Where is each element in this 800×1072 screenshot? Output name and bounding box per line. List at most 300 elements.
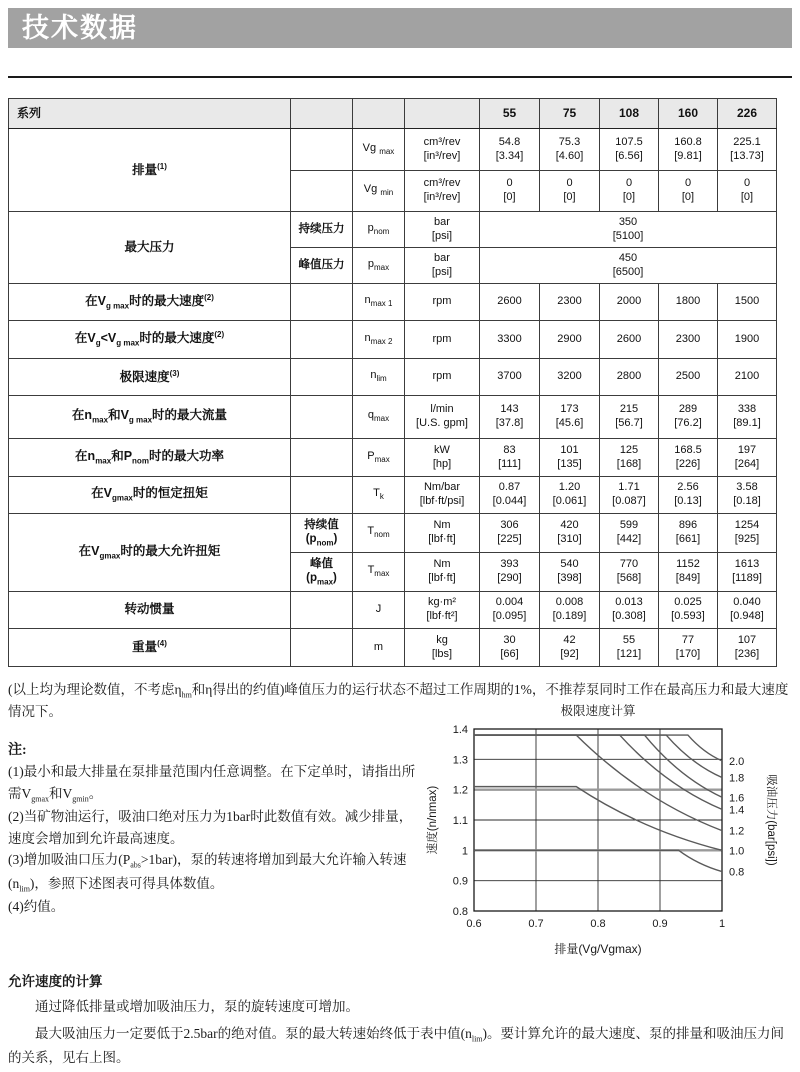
limit-speed-chart — [422, 701, 794, 964]
value-cell — [600, 553, 659, 592]
table-row — [9, 212, 777, 248]
value-cell — [480, 396, 540, 439]
cell-alt-value: [0] — [503, 191, 516, 203]
value-cell — [659, 171, 718, 212]
value-cell — [480, 553, 540, 592]
condition-cell: 峰值压力 — [291, 248, 353, 284]
table-row — [9, 477, 777, 514]
cell-alt-value: [5100] — [612, 229, 644, 242]
cell-main-value: 168.5 — [674, 443, 702, 456]
cell-alt-value: [6.56] — [615, 149, 643, 162]
row-label-cell: 在$V_{g max}$时的最大速度$^{(2)}$ — [9, 284, 291, 321]
cell-alt-value: [psi] — [431, 265, 453, 278]
symbol-cell: $T_k$ — [353, 477, 405, 514]
unit-cell — [405, 248, 480, 284]
cell-main-value: rpm — [432, 332, 452, 345]
y-tick-label: 0.9 — [452, 875, 468, 888]
unit-cell — [405, 629, 480, 667]
cell-alt-value: [290] — [497, 572, 522, 584]
cell-alt-value: [6500] — [612, 265, 644, 278]
value-cell — [718, 439, 777, 477]
cell-alt-value: [lbf·ft] — [428, 533, 456, 545]
condition-cell: 持续压力 — [291, 212, 353, 248]
table-row — [9, 629, 777, 667]
x-tick-label: 0.9 — [652, 918, 668, 930]
cell-main-value: kg — [436, 633, 448, 646]
note-item-4: (4)约值。 — [8, 899, 65, 915]
cell-main-value: 2000 — [616, 295, 642, 308]
right-axis-label-1.8: 1.8 — [729, 772, 745, 785]
value-cell — [659, 439, 718, 477]
notes-heading: 注: — [8, 743, 27, 758]
cell-alt-value: [661] — [675, 533, 701, 545]
cell-alt-value: [236] — [734, 647, 760, 660]
cell-alt-value: [13.73] — [730, 149, 764, 162]
row-label-cell: 排量$^{(1)}$ — [9, 129, 291, 212]
y-tick-label: 1.4 — [452, 724, 468, 736]
series-column-header: 108 — [600, 99, 659, 129]
cell-main-value: 2600 — [497, 295, 522, 308]
table-row — [9, 284, 777, 321]
x-tick-label: 0.7 — [528, 918, 544, 930]
value-cell — [600, 129, 659, 171]
value-cell — [718, 321, 777, 359]
cell-main-value: 1152 — [676, 558, 700, 571]
cell-main-value: 55 — [622, 633, 636, 646]
cell-alt-value: [225] — [497, 533, 522, 545]
value-cell — [540, 359, 600, 396]
y-tick-label: 1.2 — [452, 784, 468, 797]
value-cell — [540, 514, 600, 553]
condition-cell — [291, 129, 353, 171]
cell-main-value: 0 — [684, 177, 692, 190]
chart-title: 极限速度计算 — [560, 704, 636, 718]
condition-cell — [291, 321, 353, 359]
cell-alt-value: [1189] — [732, 572, 762, 584]
cell-main-value: 3.58 — [736, 481, 758, 494]
value-cell — [600, 592, 659, 629]
value-cell — [600, 284, 659, 321]
series-column-header: 226 — [718, 99, 777, 129]
cell-alt-value: [76.2] — [674, 417, 702, 429]
symbol-cell: $T_{max}$ — [353, 553, 405, 592]
cell-main-value: 0.025 — [674, 596, 702, 609]
cell-main-value: 0.040 — [733, 596, 761, 609]
value-cell — [480, 514, 540, 553]
cell-alt-value: [0.095] — [492, 610, 527, 622]
cell-main-value: Nm — [433, 519, 451, 532]
cell-alt-value: [hp] — [432, 457, 452, 470]
row-label-cell: 在$V_{gmax}$时的最大允许扭矩 — [9, 514, 291, 592]
x-tick-label: 0.6 — [466, 918, 482, 930]
table-row — [9, 396, 777, 439]
symbol-cell: $n_{lim}$ — [353, 359, 405, 396]
cell-alt-value: [849] — [675, 572, 701, 584]
cell-alt-value: [0.189] — [552, 610, 587, 622]
cell-alt-value: [170] — [675, 647, 701, 660]
value-cell — [600, 514, 659, 553]
cell-alt-value: [9.81] — [674, 149, 702, 162]
cell-alt-value: [lbf·ft²] — [426, 610, 458, 622]
cell-main-value: l/min — [430, 403, 454, 416]
value-cell — [600, 629, 659, 667]
cell-main-value: 125 — [619, 443, 639, 456]
series-header-cell: 系列 — [9, 99, 291, 129]
value-cell — [659, 592, 718, 629]
condition-cell — [291, 592, 353, 629]
cell-alt-value: [0.18] — [733, 495, 761, 507]
right-axis-label-1.6: 1.6 — [729, 792, 745, 805]
cell-main-value: 1254 — [734, 519, 760, 532]
value-cell — [718, 477, 777, 514]
cell-main-value: 0.87 — [498, 481, 521, 494]
cell-main-value: 770 — [619, 558, 639, 571]
value-cell — [718, 514, 777, 553]
cell-alt-value: [442] — [616, 533, 642, 545]
value-cell — [718, 284, 777, 321]
cell-main-value: 3200 — [557, 370, 582, 383]
unit-cell — [405, 396, 480, 439]
empty-header-symbol-cell — [353, 99, 405, 129]
row-label-cell: 重量$^{(4)}$ — [9, 629, 291, 667]
cell-main-value: 215 — [619, 403, 639, 416]
right-axis-label-1.0: 1.0 — [729, 845, 745, 858]
cell-main-value: 0 — [506, 177, 513, 190]
cell-main-value: 0 — [625, 177, 633, 190]
cell-alt-value: [lbf·ft] — [428, 572, 456, 584]
page-title-banner — [8, 8, 792, 48]
row-label-cell: 在$V_{gmax}$时的恒定扭矩 — [9, 477, 291, 514]
note-item-2: (2)当矿物油运行，吸油口绝对压力为1bar时此数值有效。减少排量，速度会增加到允许最高速度。 — [8, 809, 413, 846]
intro-paragraph: (以上均为理论数值，不考虑$\eta_{hm}$和η得出的约值)峰值压力的运行状态不超过工作周期的1%，不推荐泵同时工作在最高压力和最大速度情况下。 — [8, 682, 789, 720]
value-cell — [718, 553, 777, 592]
cell-main-value: rpm — [432, 370, 452, 383]
cell-alt-value: [0] — [563, 191, 576, 203]
y-axis-title: 速度(n/nmax) — [427, 785, 439, 855]
cell-main-value: 30 — [503, 633, 516, 646]
cell-alt-value: [in³/rev] — [423, 191, 461, 203]
value-cell — [480, 284, 540, 321]
value-cell — [718, 396, 777, 439]
page-title: 技术数据 — [22, 13, 138, 43]
cell-alt-value: [4.60] — [555, 149, 584, 162]
cell-main-value: 393 — [500, 558, 519, 571]
cell-main-value: 450 — [618, 251, 638, 264]
value-cell — [600, 396, 659, 439]
row-label-cell: 在$V_g<V_{g max}$时的最大速度$^{(2)}$ — [9, 321, 291, 359]
note-item-1: (1)最小和最大排量在泵排量范围内任意调整。在下定单时，请指出所需$V_{gmax}$和$V_{gmin}$。 — [8, 764, 416, 804]
value-cell — [659, 477, 718, 514]
cell-alt-value: [0] — [740, 191, 754, 203]
condition-cell: 峰值 $(p_{max})$ — [291, 553, 353, 592]
cell-alt-value: [568] — [616, 572, 642, 584]
symbol-cell: $T_{nom}$ — [353, 514, 405, 553]
condition-cell — [291, 171, 353, 212]
technical-data-table — [8, 98, 777, 667]
cell-alt-value: [925] — [734, 533, 760, 545]
value-cell — [718, 592, 777, 629]
symbol-cell: m — [353, 629, 405, 667]
value-cell — [540, 439, 600, 477]
row-label-cell: 在$n_{max}$和$V_{g max}$时的最大流量 — [9, 396, 291, 439]
cell-main-value: 160.8 — [674, 135, 702, 148]
cell-main-value: 1900 — [734, 332, 760, 345]
y-tick-label: 0.8 — [452, 906, 468, 918]
unit-cell — [405, 284, 480, 321]
cell-alt-value: [398] — [557, 572, 582, 584]
calc-paragraph-2: 最大吸油压力一定要低于2.5bar的绝对值。泵的最大转速始终低于表中值$(n_{lim})$。要计算允许的最大速度、泵的排量和吸油压力间的关系，见右上图。 — [8, 1026, 785, 1065]
cell-alt-value: [in³/rev] — [423, 149, 461, 162]
cell-main-value: kW — [434, 443, 450, 456]
cell-alt-value: [0.044] — [492, 495, 527, 507]
value-cell — [718, 171, 777, 212]
series-column-header: 160 — [659, 99, 718, 129]
cell-alt-value: [lbs] — [431, 647, 453, 660]
value-cell — [540, 553, 600, 592]
value-cell — [718, 129, 777, 171]
cell-main-value: 0.013 — [615, 596, 643, 609]
value-cell — [659, 514, 718, 553]
cell-alt-value: [0] — [622, 191, 636, 203]
cell-main-value: 540 — [560, 558, 579, 571]
calc-section-heading: 允许速度的计算 — [8, 973, 103, 989]
value-cell — [480, 129, 540, 171]
value-cell — [659, 321, 718, 359]
value-cell — [540, 321, 600, 359]
table-row — [9, 592, 777, 629]
cell-alt-value: [111] — [498, 457, 521, 470]
cell-main-value: cm³/rev — [423, 135, 461, 148]
cell-main-value: 1.71 — [618, 481, 640, 494]
y-tick-label: 1 — [461, 845, 468, 858]
cell-main-value: 350 — [618, 215, 638, 228]
condition-cell — [291, 629, 353, 667]
cell-main-value: 2300 — [675, 332, 701, 345]
cell-alt-value: [168] — [616, 457, 642, 470]
cell-main-value: 107 — [737, 633, 757, 646]
symbol-cell: $n_{max 1}$ — [353, 284, 405, 321]
cell-alt-value: [0.593] — [671, 610, 705, 622]
cell-alt-value: [56.7] — [615, 417, 643, 429]
value-cell — [540, 129, 600, 171]
row-label-cell: 在$n_{max}$和$P_{nom}$时的最大功率 — [9, 439, 291, 477]
cell-alt-value: [66] — [500, 647, 519, 660]
cell-alt-value: [lbf·ft/psi] — [419, 495, 465, 507]
right-axis-label-0.8: 0.8 — [729, 866, 745, 879]
unit-cell — [405, 477, 480, 514]
row-label-cell: 极限速度$^{(3)}$ — [9, 359, 291, 396]
cell-main-value: 599 — [619, 519, 639, 532]
cell-alt-value: [89.1] — [733, 417, 761, 429]
value-cell — [480, 439, 540, 477]
symbol-cell: $q_{max}$ — [353, 396, 405, 439]
cell-main-value: rpm — [432, 295, 452, 308]
value-cell — [480, 321, 540, 359]
value-cell — [480, 629, 540, 667]
cell-alt-value: [U.S. gpm] — [416, 417, 468, 429]
cell-main-value: 197 — [737, 443, 757, 456]
unit-cell — [405, 212, 480, 248]
cell-main-value: 1500 — [734, 295, 760, 308]
symbol-cell: $n_{max 2}$ — [353, 321, 405, 359]
cell-main-value: 0 — [566, 177, 573, 190]
value-cell — [659, 129, 718, 171]
y-tick-label: 1.3 — [452, 754, 468, 767]
value-cell — [600, 321, 659, 359]
merged-value-cell — [480, 212, 777, 248]
value-cell — [540, 396, 600, 439]
cell-alt-value: [226] — [675, 457, 701, 470]
cell-alt-value: [264] — [734, 457, 760, 470]
cell-main-value: 101 — [560, 443, 579, 456]
cell-alt-value: [0.948] — [730, 610, 764, 622]
y-tick-label: 1.1 — [452, 815, 468, 827]
cell-alt-value: [0] — [681, 191, 695, 203]
value-cell — [659, 359, 718, 396]
cell-alt-value: [0.061] — [552, 495, 587, 507]
right-axis-label-1.4: 1.4 — [729, 804, 745, 817]
cell-main-value: 2100 — [734, 370, 760, 383]
x-tick-label: 0.8 — [590, 918, 606, 930]
cell-alt-value: [121] — [616, 647, 642, 660]
value-cell — [540, 629, 600, 667]
table-row — [9, 129, 777, 171]
series-column-header: 75 — [540, 99, 600, 129]
value-cell — [600, 477, 659, 514]
table-row — [9, 359, 777, 396]
cell-main-value: 83 — [503, 443, 516, 456]
cell-alt-value: [45.6] — [555, 417, 584, 429]
cell-main-value: 0 — [743, 177, 751, 190]
cell-alt-value: [310] — [557, 533, 582, 545]
cell-main-value: 2300 — [557, 295, 582, 308]
condition-cell — [291, 359, 353, 396]
cell-alt-value: [135] — [557, 457, 582, 470]
cell-main-value: 3700 — [497, 370, 522, 383]
symbol-cell: $p_{nom}$ — [353, 212, 405, 248]
unit-cell — [405, 439, 480, 477]
condition-cell — [291, 439, 353, 477]
value-cell — [540, 592, 600, 629]
cell-main-value: 306 — [500, 519, 519, 532]
value-cell — [540, 477, 600, 514]
cell-main-value: 896 — [678, 519, 698, 532]
cell-main-value: 338 — [737, 403, 757, 416]
unit-cell — [405, 129, 480, 171]
row-label-cell: 转动惯量 — [9, 592, 291, 629]
cell-main-value: bar — [434, 251, 450, 264]
value-cell — [659, 629, 718, 667]
row-label-cell: 最大压力 — [9, 212, 291, 284]
cell-main-value: 225.1 — [733, 135, 761, 148]
cell-main-value: bar — [434, 215, 450, 228]
cell-main-value: 0.008 — [555, 596, 584, 609]
symbol-cell: $P_{max}$ — [353, 439, 405, 477]
symbol-cell: Vg $_{min}$ — [353, 171, 405, 212]
value-cell — [659, 396, 718, 439]
cell-alt-value: [0.087] — [612, 495, 646, 507]
cell-main-value: Nm — [433, 558, 451, 571]
cell-main-value: 1613 — [734, 558, 760, 571]
cell-main-value: 1800 — [675, 295, 701, 308]
empty-header-unit-cell — [405, 99, 480, 129]
symbol-cell: Vg $_{max}$ — [353, 129, 405, 171]
cell-alt-value: [92] — [560, 647, 579, 660]
unit-cell — [405, 514, 480, 553]
value-cell — [480, 359, 540, 396]
value-cell — [480, 477, 540, 514]
cell-main-value: 107.5 — [615, 135, 643, 148]
table-row — [9, 439, 777, 477]
x-tick-label: 1 — [718, 918, 726, 930]
cell-main-value: 75.3 — [558, 135, 581, 148]
spec-table-body — [9, 99, 777, 667]
cell-alt-value: [psi] — [431, 229, 453, 242]
condition-cell: 持续值 $(p_{nom})$ — [291, 514, 353, 553]
note-item-3: (3)增加吸油口压力$(P_{abs}>1bar)$，泵的转速将增加到最大允许输入转速$(n_{lim})$，参照下述图表可得具体数值。 — [8, 852, 407, 894]
condition-cell — [291, 477, 353, 514]
cell-main-value: cm³/rev — [423, 177, 461, 190]
table-header-row — [9, 99, 777, 129]
cell-alt-value: [37.8] — [495, 417, 524, 429]
unit-cell — [405, 592, 480, 629]
cell-main-value: 2600 — [616, 332, 642, 345]
unit-cell — [405, 359, 480, 396]
cell-alt-value: [0.13] — [674, 495, 702, 507]
cell-main-value: 0.004 — [495, 596, 524, 609]
symbol-cell: $p_{max}$ — [353, 248, 405, 284]
unit-cell — [405, 321, 480, 359]
value-cell — [600, 171, 659, 212]
x-axis-title: 排量(Vg/Vgmax) — [554, 942, 642, 956]
cell-main-value: 3300 — [497, 332, 522, 345]
cell-main-value: 173 — [560, 403, 579, 416]
value-cell — [480, 592, 540, 629]
value-cell — [718, 629, 777, 667]
value-cell — [600, 439, 659, 477]
value-cell — [480, 171, 540, 212]
series-column-header: 55 — [480, 99, 540, 129]
value-cell — [659, 553, 718, 592]
cell-main-value: 2900 — [557, 332, 582, 345]
condition-cell — [291, 284, 353, 321]
value-cell — [600, 359, 659, 396]
cell-main-value: 2.56 — [677, 481, 699, 494]
condition-cell — [291, 396, 353, 439]
unit-cell — [405, 553, 480, 592]
cell-main-value: 77 — [681, 633, 695, 646]
limit-speed-chart-svg — [422, 701, 794, 959]
cell-alt-value: [3.34] — [495, 149, 524, 162]
value-cell — [659, 284, 718, 321]
right-axis-label-1.2: 1.2 — [729, 825, 745, 838]
cell-main-value: 289 — [678, 403, 698, 416]
calc-paragraph-1: 通过降低排量或增加吸油压力，泵的旋转速度可增加。 — [35, 998, 359, 1014]
cell-main-value: 143 — [500, 403, 519, 416]
empty-header-condition-cell — [291, 99, 353, 129]
divider-rule — [8, 76, 792, 78]
value-cell — [718, 359, 777, 396]
cell-main-value: 54.8 — [498, 135, 521, 148]
unit-cell — [405, 171, 480, 212]
cell-main-value: 42 — [563, 633, 576, 646]
value-cell — [540, 171, 600, 212]
cell-main-value: 2500 — [675, 370, 701, 383]
value-cell — [540, 284, 600, 321]
cell-main-value: kg·m² — [427, 596, 457, 609]
cell-main-value: 1.20 — [558, 481, 581, 494]
table-row — [9, 514, 777, 553]
